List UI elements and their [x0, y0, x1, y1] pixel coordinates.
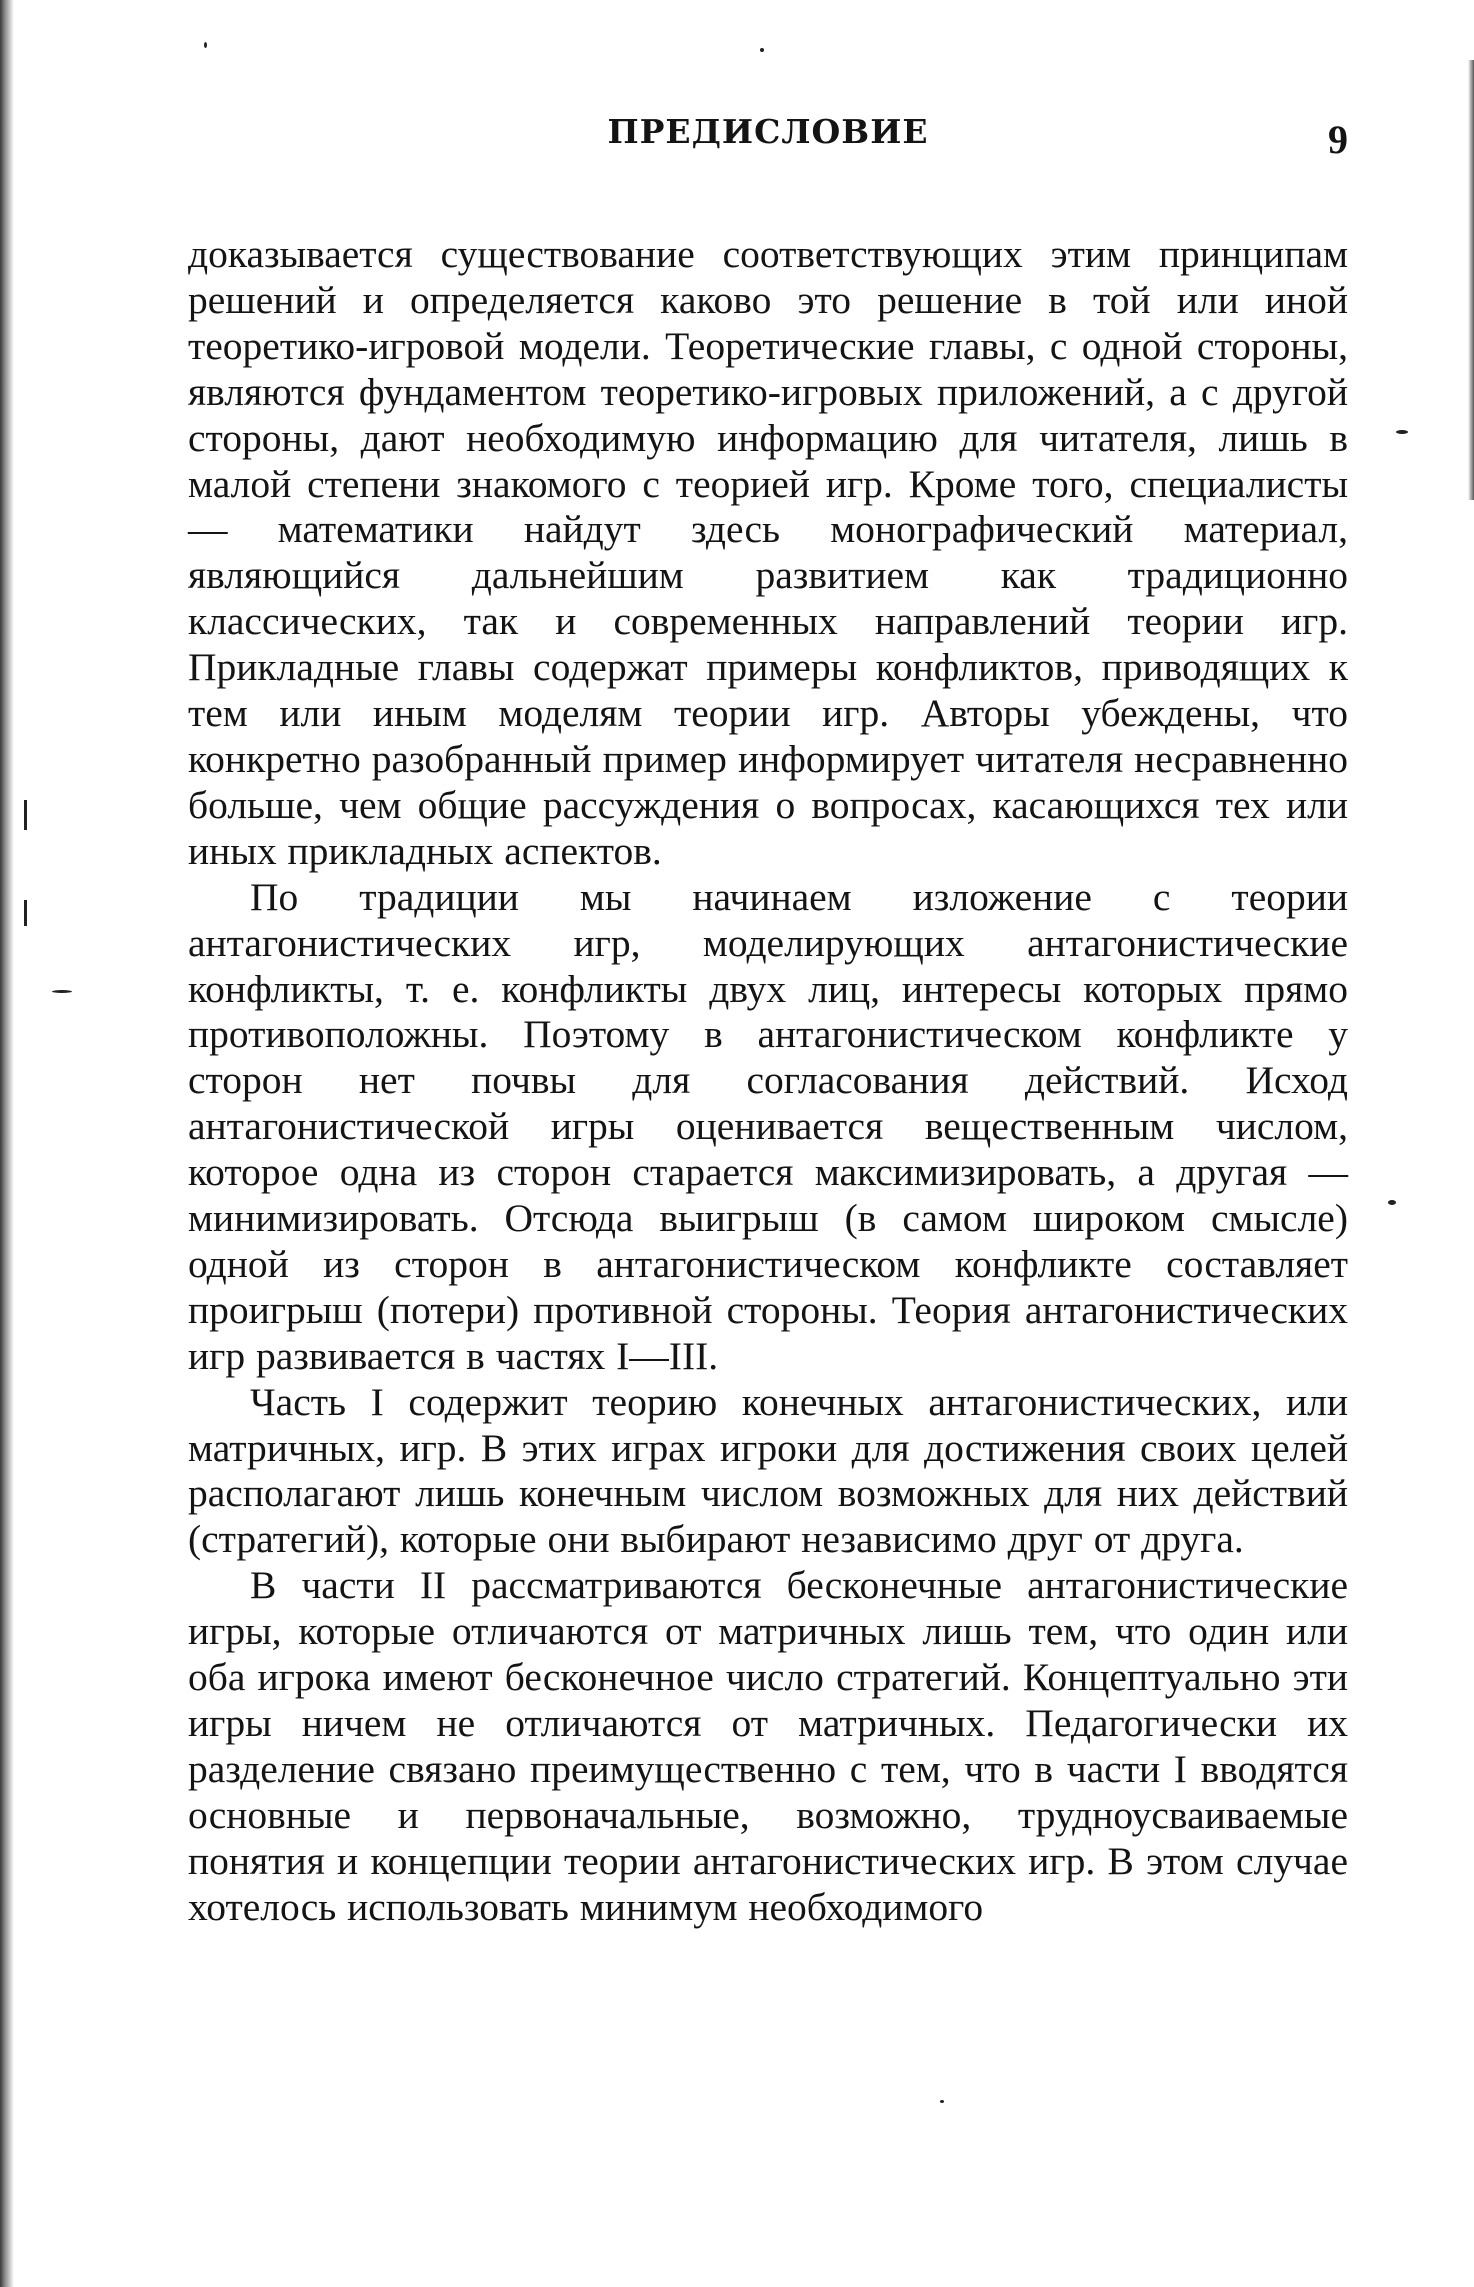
running-title: ПРЕДИСЛОВИЕ [607, 112, 929, 151]
page-edge-shadow [1468, 60, 1474, 500]
scan-speck [24, 800, 27, 830]
scan-speck [1396, 430, 1408, 434]
body-text [188, 232, 1348, 1931]
scan-speck [760, 48, 764, 52]
scan-speck [24, 900, 27, 926]
paragraph-1: доказывается существование соответствующих этим принципам решений и определяется каково это решение в той или иной теоретико-игровой модели. Теоретические главы, с одной стороны, являются фундаментом теоретико-игровых приложений, а с другой стороны, дают необходимую информацию для читателя, лишь в малой степени знакомого с теорией игр. Кроме того, специалисты — математики найдут здесь монографический материал, являющийся дальнейшим развитием как традиционно классических, так и современных направлений теории игр. Прикладные главы содержат примеры конфликтов, приводящих к тем или иным моделям теории игр. Авторы убеждены, что конкретно разобранный пример информирует читателя несравненно больше, чем общие рассуждения о вопросах, касающихся тех или иных прикладных аспектов. [188, 232, 1348, 873]
paragraph-4: В части II рассматриваются бесконечные антагонистические игры, которые отличаются от матричных лишь тем, что один или оба игрока имеют бесконечное число стратегий. Концептуально эти игры ничем не отличаются от матричных. Педагогически их разделение связано преимущественно с тем, что в части I вводятся основные и первоначальные, возможно, трудноусваиваемые понятия и концепции теории антагонистических игр. В этом случае хотелось использовать минимум необходимого [188, 1563, 1348, 1929]
scan-speck [1388, 1200, 1396, 1205]
page-number: 9 [1328, 117, 1348, 162]
scan-speck [204, 42, 207, 48]
scan-speck [52, 990, 72, 993]
paragraph-2: По традиции мы начинаем изложение с теории антагонистических игр, моделирующих антагонистические конфликты, т. е. конфликты двух лиц, интересы которых прямо противоположны. Поэтому в антагонистическом конфликте у сторон нет почвы для согласования действий. Исход антагонистической игры оценивается вещественным числом, которое одна из сторон старается максимизировать, а другая — минимизировать. Отсюда выигрыш (в самом широком смысле) одной из сторон в антагонистическом конфликте составляет проигрыш (потери) противной стороны. Теория антагонистических игр развивается в частях I—III. [188, 874, 1348, 1378]
running-head [188, 112, 1348, 172]
paragraph-3: Часть I содержит теорию конечных антагонистических, или матричных, игр. В этих играх игроки для достижения своих целей располагают лишь конечным числом возможных для них действий (стратегий), которые они выбирают независимо друг от друга. [188, 1379, 1348, 1562]
scan-speck [940, 2100, 944, 2103]
binding-shadow [0, 0, 14, 2287]
